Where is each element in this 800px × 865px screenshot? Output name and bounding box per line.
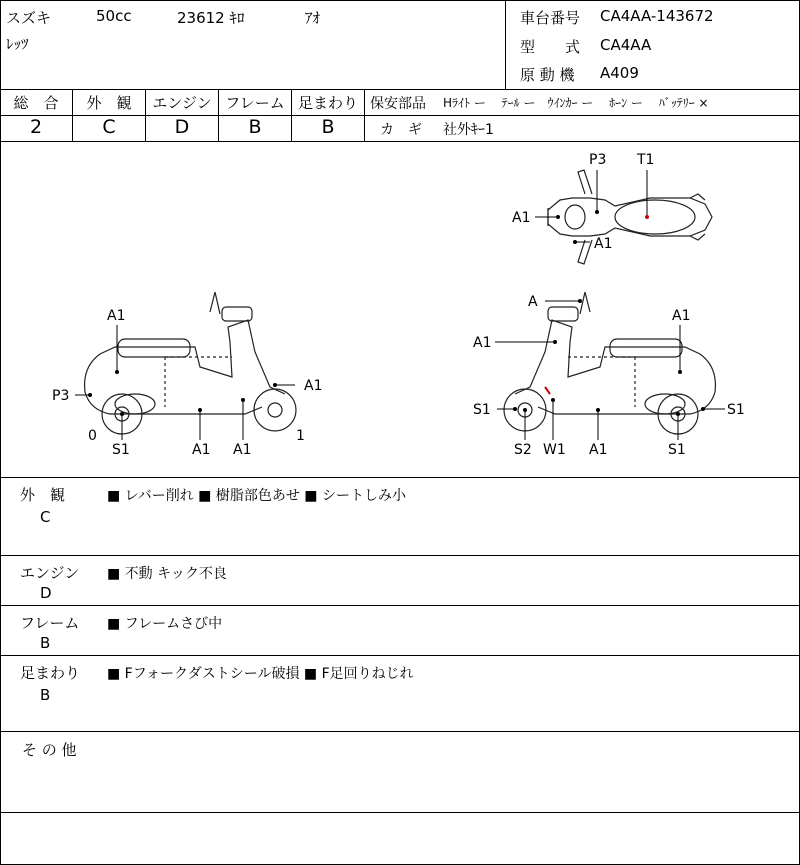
section-exterior-label: 外 観 xyxy=(20,486,66,504)
section-engine-label: エンジン xyxy=(20,564,80,582)
grade-header-suspension: 足まわり xyxy=(297,94,358,112)
label-right-a: A xyxy=(528,294,538,310)
key-value: 社外ｷｰ1 xyxy=(443,122,494,138)
divider xyxy=(0,89,800,90)
label-right-s1-bottom: S1 xyxy=(668,442,686,458)
type-value: CA4AA xyxy=(600,36,652,54)
label-left-a1-right: A1 xyxy=(304,378,323,394)
chassis-number: CA4AA-143672 xyxy=(600,7,714,25)
divider xyxy=(0,655,800,656)
divider xyxy=(0,731,800,732)
label-right-w1: W1 xyxy=(543,442,566,458)
label-top-t1: T1 xyxy=(637,152,655,168)
chassis-label: 車台番号 xyxy=(520,9,581,27)
grade-header-overall: 総 合 xyxy=(13,94,59,112)
model-name: ﾚｯﾂ xyxy=(6,35,29,53)
grade-value-engine: D xyxy=(174,116,190,138)
divider xyxy=(0,477,800,478)
displacement: 50cc xyxy=(96,7,132,25)
grade-value-frame: B xyxy=(248,116,262,138)
label-right-a1-bottom: A1 xyxy=(589,442,608,458)
grade-header-engine: エンジン xyxy=(152,94,212,112)
section-suspension-remarks: ■ Fフォークダストシール破損 ■ F足回りねじれ xyxy=(107,666,414,682)
divider xyxy=(0,812,800,813)
maker-name: スズキ xyxy=(6,9,52,27)
label-right-s1-right: S1 xyxy=(727,402,745,418)
security-title: 保安部品 xyxy=(370,96,426,112)
key-label: カ ギ xyxy=(380,122,422,138)
label-left-s1: S1 xyxy=(112,442,130,458)
label-left-1: 1 xyxy=(296,428,305,444)
section-frame-label: フレーム xyxy=(20,614,80,632)
divider xyxy=(0,555,800,556)
section-frame-remarks: ■ フレームさび中 xyxy=(107,616,223,632)
section-other-label: そ の 他 xyxy=(22,741,77,759)
grade-value-exterior: C xyxy=(102,116,116,138)
section-suspension-label: 足まわり xyxy=(20,664,81,682)
label-left-p3: P3 xyxy=(52,388,70,404)
section-exterior-grade: C xyxy=(40,508,51,526)
divider xyxy=(0,605,800,606)
section-frame-grade: B xyxy=(40,634,51,652)
grade-header-frame: フレーム xyxy=(225,94,285,112)
header-divider xyxy=(505,0,506,89)
label-left-a1-mid: A1 xyxy=(192,442,211,458)
security-items: Hﾗｲﾄ ー ﾃｰﾙ ー ｳｲﾝｶｰ ー ﾎｰﾝ ー ﾊﾞｯﾃﾘｰ × xyxy=(443,96,709,110)
label-right-s2: S2 xyxy=(514,442,532,458)
engine-label: 原 動 機 xyxy=(520,66,575,84)
section-engine-grade: D xyxy=(40,584,52,602)
mileage: 23612 ｷﾛ xyxy=(177,9,245,27)
label-left-a1-front: A1 xyxy=(233,442,252,458)
engine-value: A409 xyxy=(600,64,639,82)
label-right-a1-body: A1 xyxy=(473,335,492,351)
label-right-a1-seat: A1 xyxy=(672,308,691,324)
section-suspension-grade: B xyxy=(40,686,51,704)
label-left-a1-top: A1 xyxy=(107,308,126,324)
label-top-p3: P3 xyxy=(589,152,607,168)
body-color: ｱｵ xyxy=(305,9,321,27)
damage-diagram xyxy=(0,142,800,477)
label-right-s1-left: S1 xyxy=(473,402,491,418)
label-top-a1-left: A1 xyxy=(512,210,531,226)
top-view-scooter xyxy=(548,170,712,264)
type-label: 型 式 xyxy=(520,38,581,56)
grade-header-exterior: 外 観 xyxy=(86,94,132,112)
section-exterior-remarks: ■ レバー削れ ■ 樹脂部色あせ ■ シートしみ小 xyxy=(107,488,406,504)
grade-value-suspension: B xyxy=(321,116,335,138)
grade-value-overall: 2 xyxy=(29,116,43,138)
label-left-0: 0 xyxy=(88,428,97,444)
section-engine-remarks: ■ 不動 キック不良 xyxy=(107,566,227,582)
label-top-a1-bottom: A1 xyxy=(594,236,613,252)
